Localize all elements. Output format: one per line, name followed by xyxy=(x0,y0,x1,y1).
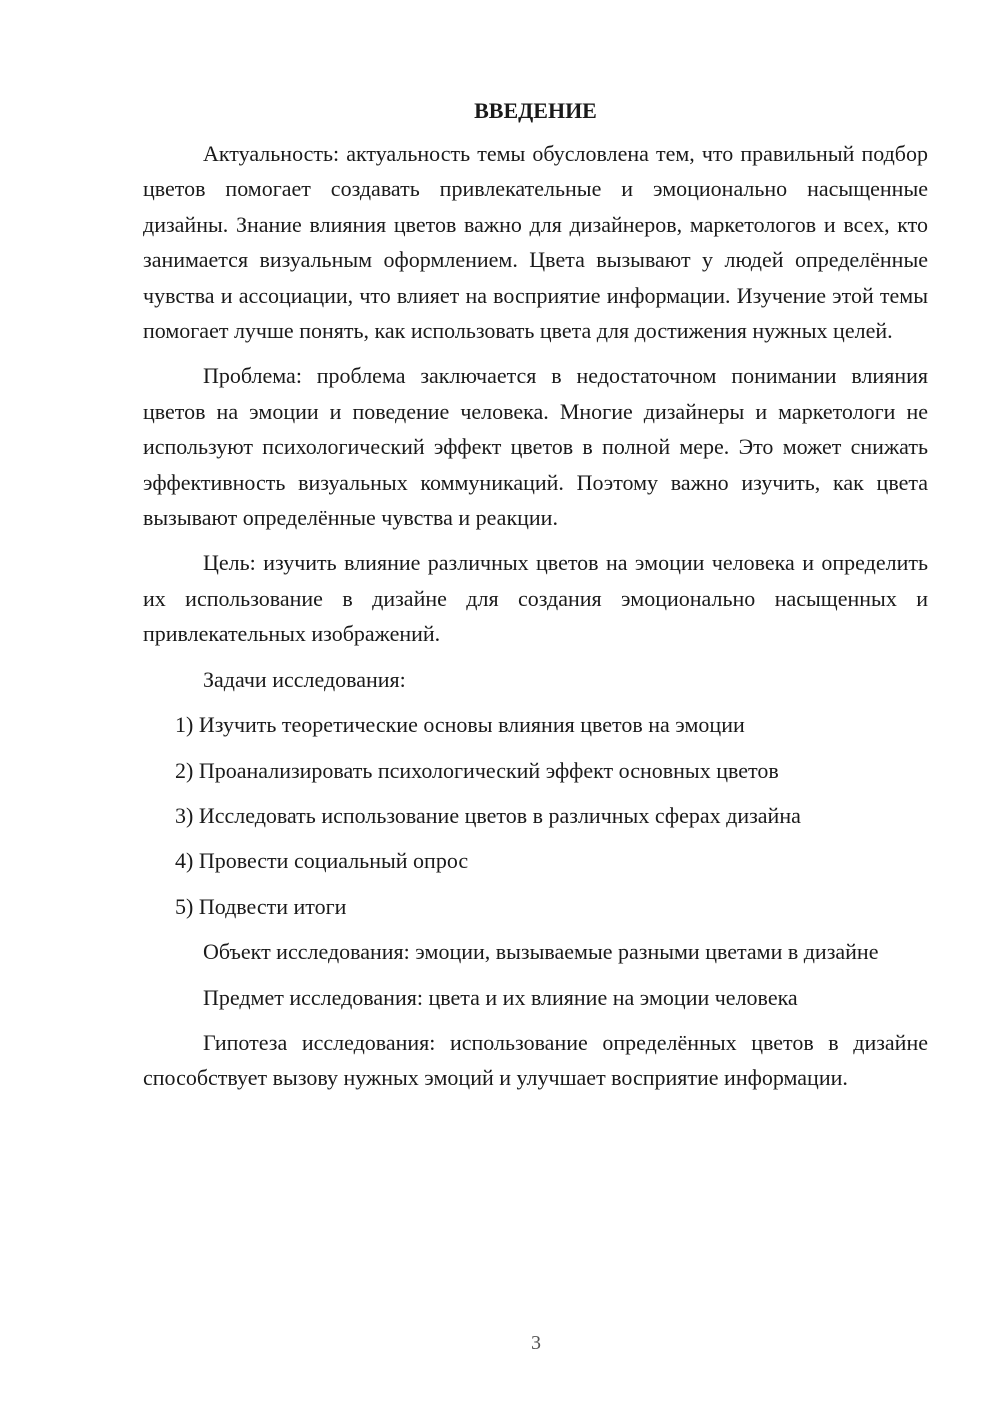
list-item: 3) Исследовать использование цветов в различных сферах дизайна xyxy=(175,802,801,828)
tasks-list xyxy=(143,707,928,924)
list-item: 5) Подвести итоги xyxy=(175,893,347,919)
problem-paragraph: Проблема: проблема заключается в недостаточном понимании влияния цветов на эмоции и поведение человека. Многие дизайнеры и маркетологи не используют психологический эффект цветов в полной мере. Это может снижать эффективность визуальных коммуникаций. Поэтому важно изучить, как цвета вызывают определённые чувства и реакции. xyxy=(143,363,928,531)
relevance-paragraph: Актуальность: актуальность темы обусловлена тем, что правильный подбор цветов помогает создавать привлекательные и эмоционально насыщенные дизайны. Знание влияния цветов важно для дизайнеров, маркетологов и всех, кто занимается визуальным оформлением. Цвета вызывают у людей определённые чувства и ассоциации, что влияет на восприятие информации. Изучение этой темы помогает лучше понять, как использовать цвета для достижения нужных целей. xyxy=(143,141,928,344)
list-item: 1) Изучить теоретические основы влияния цветов на эмоции xyxy=(175,712,745,738)
page-number: 3 xyxy=(531,1332,541,1354)
list-item: 2) Проанализировать психологический эффект основных цветов xyxy=(175,757,779,783)
section-heading: ВВЕДЕНИЕ xyxy=(474,98,597,123)
document-page xyxy=(143,94,928,1106)
tasks-title: Задачи исследования: xyxy=(203,666,406,692)
goal-paragraph: Цель: изучить влияние различных цветов на эмоции человека и определить их использование в дизайне для создания эмоционально насыщенных и привлекательных изображений. xyxy=(143,550,928,647)
object-paragraph: Объект исследования: эмоции, вызываемые разными цветами в дизайне xyxy=(203,939,879,965)
list-item: 4) Провести социальный опрос xyxy=(175,848,469,874)
hypothesis-paragraph: Гипотеза исследования: использование определённых цветов в дизайне способствует вызову нужных эмоций и улучшает восприятие информации. xyxy=(143,1029,928,1091)
subject-paragraph: Предмет исследования: цвета и их влияние на эмоции человека xyxy=(203,984,798,1010)
